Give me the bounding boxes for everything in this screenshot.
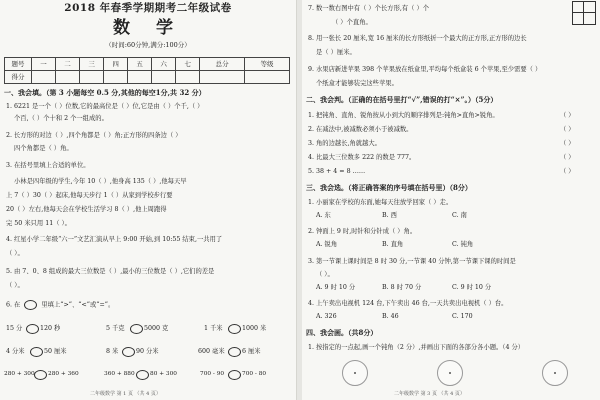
- judge-item: 1. 把钝角、直角、锐角按从小到大的顺序排列是:钝角>直角>锐角。: [308, 112, 499, 119]
- question-2: 2. 长方形的对边（ ）,四个角都是（ ）角;正方形的四条边（ ）: [6, 132, 182, 139]
- compare-oval[interactable]: [228, 347, 241, 357]
- table-cell[interactable]: [32, 71, 56, 84]
- table-cell: 题号: [5, 58, 32, 71]
- section-2-heading: 二、我会判。（正确的在括号里打“√”,错误的打“×”。）（5分）: [306, 95, 498, 104]
- table-cell: 一: [32, 58, 56, 71]
- question-3-line: 小林是四年级的学生,今年 10（ ）,他身高 135（ ）,他每天早: [14, 178, 187, 185]
- question-3-line: 20（ ）左右,他每天会在学校生活学习 8（ ）,他上周跑得: [6, 206, 167, 213]
- choice-option[interactable]: C. 南: [452, 212, 467, 219]
- question-3: 3. 在括号里填上合适的单位。: [6, 162, 90, 169]
- section-4-heading: 四、我会画。（共8分）: [306, 328, 378, 337]
- table-cell[interactable]: [152, 71, 176, 84]
- exam-meta: （时间:60分钟,满分:100分）: [105, 41, 191, 49]
- question-5: 5. 由 7、0、8 组成的最大三位数是（ ）,最小的三位数是（ ）,它们的差是: [6, 268, 215, 275]
- table-cell[interactable]: [176, 71, 200, 84]
- compare-right: 120 秒: [40, 325, 61, 332]
- clock-icon: [542, 360, 568, 386]
- question-4-cont: （ ）。: [6, 250, 24, 257]
- judge-blank[interactable]: （ ）: [560, 154, 575, 161]
- table-cell: 得分: [5, 71, 32, 84]
- section-1-heading: 一、我会填。（第 3 小题每空 0.5 分,其他的每空1分,共 32 分）: [4, 88, 206, 97]
- judge-blank[interactable]: （ ）: [560, 112, 575, 119]
- clock-icon: [342, 360, 368, 386]
- judge-item: 5. 38 + 4 = 8 ……: [308, 168, 366, 175]
- choice-option[interactable]: C. 9 时 10 分: [452, 284, 492, 291]
- question-6: [6, 300, 114, 310]
- table-cell[interactable]: [128, 71, 152, 84]
- choice-option[interactable]: A. 326: [316, 313, 337, 320]
- compare-left: 360 + 880: [104, 371, 135, 377]
- question-9-cont: 个纸盒才能够装完这些苹果。: [316, 80, 398, 87]
- exam-title: 2018 年春季学期期考二年级试卷: [64, 2, 232, 14]
- judge-item: 3. 角的边越长,角就越大。: [308, 140, 381, 147]
- compare-oval[interactable]: [228, 324, 241, 334]
- question-7-cont: （ ）个直角。: [332, 19, 372, 26]
- score-table: [4, 57, 290, 84]
- judge-item: 2. 在减法中,被减数必须小于被减数。: [308, 126, 413, 133]
- compare-left: 1 千米: [204, 325, 223, 332]
- judge-blank[interactable]: （ ）: [560, 140, 575, 147]
- choice-option[interactable]: B. 46: [382, 313, 399, 320]
- page-left: [0, 0, 296, 400]
- judge-blank[interactable]: （ ）: [560, 168, 575, 175]
- compare-right: 6 厘米: [242, 348, 261, 355]
- table-cell: 等级: [245, 58, 290, 71]
- table-cell: 五: [128, 58, 152, 71]
- compare-left: 15 分: [6, 325, 23, 332]
- table-cell[interactable]: [245, 71, 290, 84]
- compare-left: 600 毫米: [198, 348, 225, 355]
- judge-item: 4. 比最大三位数多 222 的数是 777。: [308, 154, 416, 161]
- page-right: [302, 0, 600, 400]
- choice-option[interactable]: C. 170: [452, 313, 473, 320]
- compare-right: 80 + 300: [150, 371, 177, 377]
- table-cell: 七: [176, 58, 200, 71]
- score-table-row: [5, 71, 290, 84]
- compare-right: 50 厘米: [44, 348, 67, 355]
- compare-right: 5000 克: [144, 325, 169, 332]
- compare-right: 280 + 360: [48, 371, 79, 377]
- compare-right: 700 - 80: [242, 371, 267, 377]
- choice-option[interactable]: A. 锐角: [316, 241, 338, 248]
- table-cell: 四: [104, 58, 128, 71]
- compare-left: 8 米: [106, 348, 119, 355]
- section-3-heading: 三、我会选。（将正确答案的序号填在括号里）（8分）: [306, 183, 472, 192]
- compare-oval[interactable]: [26, 324, 39, 334]
- choice-option[interactable]: B. 8 时 70 分: [382, 284, 422, 291]
- question-5-cont: （ ）。: [6, 282, 24, 289]
- question-4: 4. 红星小学二年级“六一”文艺汇演从早上 9:00 开始,到 10:55 结束,一共用了: [6, 236, 223, 243]
- table-cell[interactable]: [200, 71, 245, 84]
- compare-left: 700 - 90: [200, 371, 225, 377]
- compare-right: 90 分米: [136, 348, 159, 355]
- choice-option[interactable]: B. 直角: [382, 241, 404, 248]
- table-cell: 六: [152, 58, 176, 71]
- choice-question: 4. 上午卖出电视机 124 台,下午卖出 46 台,一天共卖出电视机（ ）台。: [308, 300, 508, 307]
- question-1-cont: 个百,（ ）个十和 2 个一组成的。: [14, 115, 108, 122]
- page-footer: 二年级数学 第 1 页 （共 4 页）: [90, 391, 161, 397]
- question-8: 8. 用一张长 20 厘米,宽 16 厘米的长方形纸折一个最大的正方形,正方形的边长: [308, 35, 527, 42]
- question-8-cont: 是（ ）厘米。: [316, 49, 356, 56]
- compare-right: 1000 米: [242, 325, 267, 332]
- table-cell[interactable]: [56, 71, 80, 84]
- question-1: 1. 6221 是一个（ ）位数,它的最高位是（ ）位,它是由（ ）个千,（ ）: [6, 103, 204, 110]
- table-cell: 总分: [200, 58, 245, 71]
- table-cell: 三: [80, 58, 104, 71]
- compare-oval[interactable]: [130, 324, 143, 334]
- choice-question: 3. 第一节课上课时间是 8 时 30 分,一节课 40 分钟,第一节课下课的时间是: [308, 258, 516, 265]
- page-footer: 二年级数学 第 3 页 （共 4 页）: [394, 391, 465, 397]
- choice-option[interactable]: A. 东: [316, 212, 331, 219]
- score-table-row: [5, 58, 290, 71]
- rectangle-grid-figure: [572, 1, 596, 25]
- compare-left: 5 千克: [106, 325, 125, 332]
- table-cell[interactable]: [80, 71, 104, 84]
- question-6-label: 里填上“>”、“<”或“=”。: [41, 301, 115, 309]
- compare-left: 4 分米: [6, 348, 25, 355]
- question-6-label: 6. 在: [6, 301, 21, 309]
- compare-oval[interactable]: [122, 347, 135, 357]
- subject-title: 数 学: [113, 18, 183, 38]
- answer-oval[interactable]: [24, 300, 37, 310]
- table-cell: 二: [56, 58, 80, 71]
- choice-question: 1. 小丽家在学校的东面,她每天往放学回家（ ）走。: [308, 199, 453, 206]
- choice-option[interactable]: A. 9 时 10 分: [316, 284, 356, 291]
- question-3-line: 上 7（ ）30（ ）起床,他每天步行 1（ ）从家到学校步行要: [6, 192, 173, 199]
- compare-oval[interactable]: [34, 370, 47, 380]
- choice-option[interactable]: B. 西: [382, 212, 397, 219]
- drawing-question: 1. 按指定的一点起,画一个钝角（2 分）,并画出下面的各部分各小题。（4 分）: [308, 344, 525, 351]
- compare-oval[interactable]: [30, 347, 43, 357]
- table-cell[interactable]: [104, 71, 128, 84]
- compare-oval[interactable]: [136, 370, 149, 380]
- choice-question: 2. 钟面上 9 时,时针和分针成（ ）角。: [308, 228, 417, 235]
- choice-question-cont: （ ）。: [316, 271, 334, 278]
- question-3-line: 完 50 米只用 11（ ）。: [6, 220, 71, 227]
- question-9: 9. 水果店新进苹果 398 个苹果放在纸盒里,平均每个纸盒装 6 个苹果,至少需要（ ）: [308, 66, 542, 73]
- compare-left: 280 + 300: [4, 371, 35, 377]
- choice-option[interactable]: C. 钝角: [452, 241, 474, 248]
- judge-blank[interactable]: （ ）: [560, 126, 575, 133]
- question-2-cont: 四个角都是（ ）角。: [14, 145, 73, 152]
- question-7: 7. 数一数右图中有（ ）个长方形,有（ ）个: [308, 5, 430, 12]
- compare-oval[interactable]: [228, 370, 241, 380]
- clock-icon: [437, 360, 463, 386]
